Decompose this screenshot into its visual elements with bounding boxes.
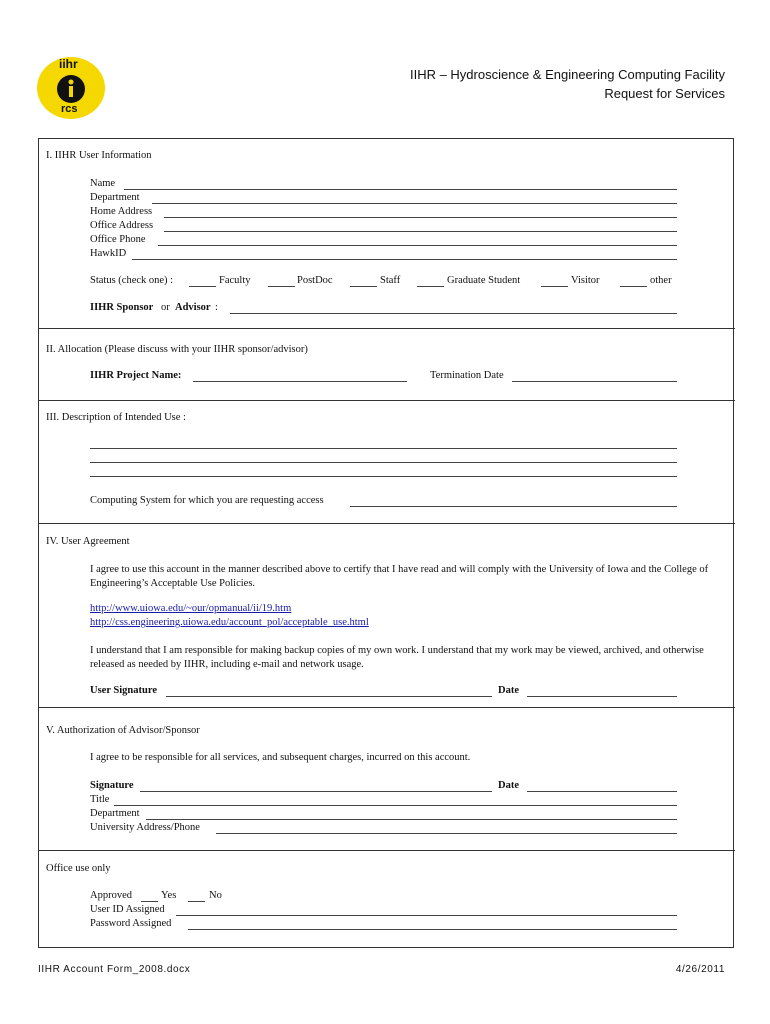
user-date-field[interactable]: [527, 696, 677, 697]
sponsor-signature-label: Signature: [90, 780, 134, 791]
project-name-label: IIHR Project Name:: [90, 370, 182, 381]
approved-yes-label: Yes: [161, 890, 177, 901]
header-title: IIHR – Hydroscience & Engineering Computing Facility: [409, 67, 725, 82]
status-faculty-blank[interactable]: [189, 286, 216, 287]
sponsor-title-field[interactable]: [114, 805, 677, 806]
intended-use-line-3[interactable]: [90, 476, 677, 477]
hawkid-field[interactable]: [132, 259, 677, 260]
agreement-paragraph-1: I agree to use this account in the manner described above to certify that I have read and will comply with the University of Iowa and the College of Engineering’s Acceptable Use Policies.: [90, 564, 709, 589]
intended-use-line-2[interactable]: [90, 462, 677, 463]
sponsor-signature-field[interactable]: [140, 791, 492, 792]
status-other-label: other: [650, 275, 672, 286]
sponsor-or: or: [161, 302, 170, 313]
field-home-address-label: Home Address: [90, 206, 153, 217]
section2-title: II. Allocation (Please discuss with your IIHR sponsor/advisor): [46, 344, 308, 355]
password-assigned-field[interactable]: [188, 929, 677, 930]
approved-label: Approved: [90, 890, 132, 901]
sponsor-department-label: Department: [90, 808, 140, 819]
user-signature-field[interactable]: [166, 696, 492, 697]
status-other-blank[interactable]: [620, 286, 647, 287]
field-department-label: Department: [90, 192, 140, 203]
field-office-address-label: Office Address: [90, 220, 154, 231]
userid-assigned-field[interactable]: [176, 915, 677, 916]
authorization-paragraph: I agree to be responsible for all services, and subsequent charges, incurred on this account.: [90, 752, 471, 763]
sponsor-field[interactable]: [230, 313, 677, 314]
sponsor-address-label: University Address/Phone: [90, 822, 200, 833]
computing-system-field[interactable]: [350, 506, 677, 507]
user-date-label: Date: [498, 685, 519, 696]
status-grad-label: Graduate Student: [447, 275, 521, 286]
password-assigned-label: Password Assigned: [90, 918, 172, 929]
logo-bottom-text: rcs: [61, 103, 78, 115]
sponsor-date-field[interactable]: [527, 791, 677, 792]
termination-date-field[interactable]: [512, 381, 677, 382]
sponsor-department-field[interactable]: [146, 819, 677, 820]
sponsor-label: IIHR Sponsor: [90, 302, 154, 313]
logo-top-text: iihr: [59, 57, 78, 71]
section5-title: V. Authorization of Advisor/Sponsor: [46, 725, 200, 736]
computing-system-label: Computing System for which you are requesting access: [90, 495, 324, 506]
header-subtitle: Request for Services: [604, 86, 725, 101]
policy-link-1[interactable]: http://www.uiowa.edu/~our/opmanual/ii/19.htm: [90, 603, 292, 614]
sponsor-title-label: Title: [90, 794, 110, 805]
policy-link-2[interactable]: http://css.engineering.uiowa.edu/account_pol/acceptable_use.html: [90, 617, 369, 628]
name-field[interactable]: [124, 189, 677, 190]
status-faculty-label: Faculty: [219, 275, 251, 286]
status-visitor-blank[interactable]: [541, 286, 568, 287]
status-visitor-label: Visitor: [571, 275, 600, 286]
office-phone-field[interactable]: [158, 245, 677, 246]
section4-title: IV. User Agreement: [46, 536, 130, 547]
sponsor-address-field[interactable]: [216, 833, 677, 834]
status-grad-blank[interactable]: [417, 286, 444, 287]
approved-no-label: No: [209, 890, 222, 901]
footer-filename: IIHR Account Form_2008.docx: [38, 964, 191, 975]
user-signature-label: User Signature: [90, 685, 157, 696]
advisor-label: Advisor: [175, 302, 211, 313]
section1-title: I. IIHR User Information: [46, 150, 152, 161]
footer-date: 4/26/2011: [675, 964, 725, 975]
iihr-rcs-logo: [35, 55, 107, 121]
sponsor-date-label: Date: [498, 780, 519, 791]
office-address-field[interactable]: [164, 231, 677, 232]
approved-no-blank[interactable]: [188, 901, 205, 902]
office-use-title: Office use only: [46, 863, 111, 874]
status-staff-label: Staff: [380, 275, 401, 286]
status-postdoc-blank[interactable]: [268, 286, 295, 287]
termination-date-label: Termination Date: [430, 370, 504, 381]
userid-assigned-label: User ID Assigned: [90, 904, 165, 915]
status-label: Status (check one) :: [90, 275, 174, 286]
section3-title: III. Description of Intended Use :: [46, 412, 186, 423]
approved-yes-blank[interactable]: [141, 901, 158, 902]
sponsor-colon: :: [215, 302, 218, 313]
department-field[interactable]: [152, 203, 677, 204]
status-staff-blank[interactable]: [350, 286, 377, 287]
intended-use-line-1[interactable]: [90, 448, 677, 449]
field-office-phone-label: Office Phone: [90, 234, 146, 245]
field-name-label: Name: [90, 178, 116, 189]
agreement-paragraph-2: I understand that I am responsible for making backup copies of my own work. I understand that my work may be viewed, archived, and otherwise released as needed by IIHR, including e-mail and network usage.: [90, 645, 704, 670]
status-postdoc-label: PostDoc: [297, 275, 333, 286]
home-address-field[interactable]: [164, 217, 677, 218]
project-name-field[interactable]: [193, 381, 407, 382]
field-hawkid-label: HawkID: [90, 248, 127, 259]
